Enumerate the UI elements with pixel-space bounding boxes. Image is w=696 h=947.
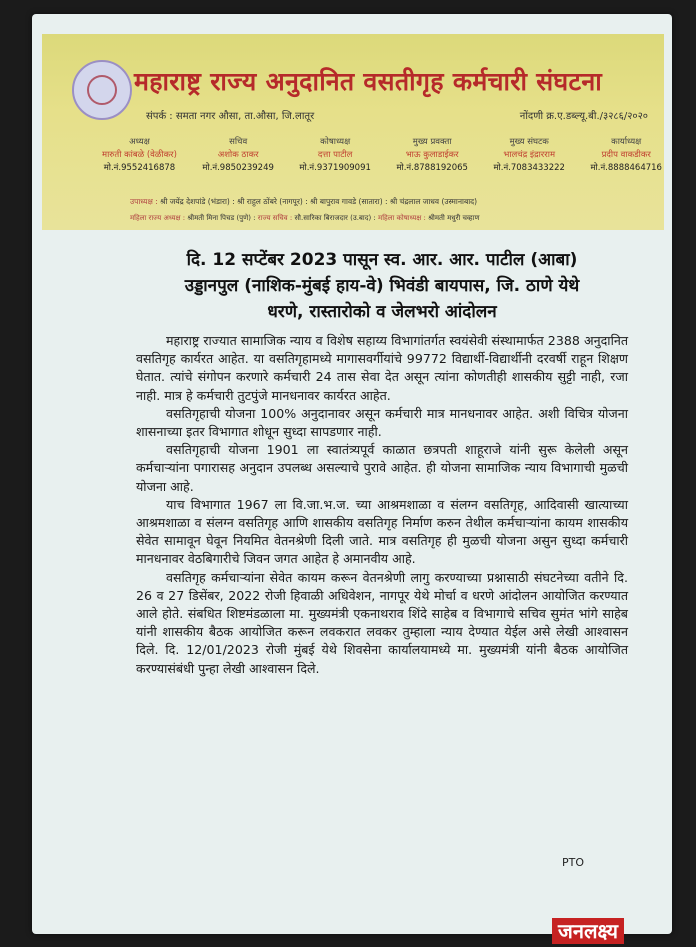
- officer: सचिव अशोक ठाकर मो.नं.9850239249: [202, 137, 274, 173]
- organization-logo: [72, 60, 132, 120]
- organization-name: महाराष्ट्र राज्य अनुदानित वसतीगृह कर्मचारी संघटना: [134, 67, 603, 96]
- paragraph: वसतिगृह कर्मचाऱ्यांना सेवेत कायम करून वेतनश्रेणी लागु करण्याच्या प्रश्नासाठी संघटनेच्या वतीने दि. 26 व 27 डिसेंबर, 2022 रोजी हिवाळी अधिवेशन, नागपूर येथे मोर्चा व धरणे आंदोलन आयोजित करण्यात आले होते. संबधित शिष्टमंडळाला मा. मुख्यमंत्री एकनाथराव शिंदे साहेब व विभागाचे सचिव सुमंत भांगे साहेब यांनी शासकीय बैठक आयोजित करून लवकरात लवकर तुम्हाला न्याय देण्यात येईल असे लेखी आश्वासन दिले. दि. 12/01/2023 रोजी मुंबई येथे शिवसेना कार्यालयामध्ये मा. मुख्यमंत्री यांनी बैठक आयोजित करण्यासंबंधी पुन्हा लेखी आश्वासन दिले.: [136, 569, 628, 676]
- officer: कार्याध्यक्ष प्रदीप वाकडीकर मो.नं.8888464716: [590, 137, 662, 173]
- publisher-watermark: जनलक्ष्य: [552, 918, 624, 944]
- vice-presidents-row: उपाध्यक्ष : श्री जयेंद्र देशपांडे (भंडारा) : श्री राहुल ठोंबरे (नागपूर) : श्री बापुराव गावडे (सातारा) : श्री चंद्रलाल जाधव (उस्मानाबाद): [130, 197, 478, 206]
- document-sheet: [32, 14, 672, 934]
- pto-note: PTO: [562, 856, 585, 869]
- organization-address: संपर्क : समता नगर औसा, ता.औसा, जि.लातूर: [146, 111, 315, 122]
- officers-list: [102, 136, 662, 188]
- women-wing-row: महिला राज्य अध्यक्ष : श्रीमती मिना पिचड (पुणे) : राज्य सचिव : सौ.सारिका बिराजदार (उ.बाद) : महिला कोषाध्यक्ष : श्रीमती मधुरी चव्हाण: [130, 214, 480, 222]
- paragraph: याच विभागात 1967 ला वि.जा.भ.ज. च्या आश्रमशाळा व संलग्न वसतिगृह, आदिवासी खात्याच्या आश्रमशाळा व संलग्न वसतिगृह आणि शासकीय वसतिगृह निर्माण करुन तेथील कर्मचाऱ्यांना कायम शासकीय सेवेत सामावून घेवून नियमित वेतनश्रेणी दिली जाते. मात्र वसतिगृह ही मुळची योजना असुन सुध्दा कर्मचारी मानधनावर वेठबिगारीचे जिवन जगत आहेत हे अमानवीय आहे.: [136, 496, 628, 567]
- officer: मुख्य प्रवक्ता भाऊ कुलाडाईकर मो.नं.8788192065: [396, 137, 468, 173]
- officer: कोषाध्यक्ष दत्ता पाटील मो.नं.9371909091: [299, 137, 371, 173]
- document-body: [136, 332, 628, 678]
- officer: मुख्य संघटक भालचंद्र इंद्रारराम मो.नं.7083433222: [493, 137, 565, 173]
- registration-number: नोंदणी क्र.ए.डब्ल्यू.बी./३२८६/२०२०: [519, 111, 648, 122]
- paragraph: महाराष्ट्र राज्यात सामाजिक न्याय व विशेष सहाय्य विभागांतर्गत स्वयंसेवी संस्थामार्फत 2388 अनुदानित वसतिगृह कार्यरत आहेत. या वसतिगृहामध्ये मागासवर्गीयांचे 99772 विद्यार्थी-विद्यार्थीनी दरवर्षी राहून शिक्षण घेतात. त्यांचे संगोपन करणारे कर्मचारी 24 तास सेवा देत असून त्यांना कोणतीही शासकीय सुट्टी नाही, रजा नाही. मात्र हे कर्मचारी तुटपुंजे मानधनावर कार्यरत आहेत.: [136, 333, 628, 403]
- document-title: दि. 12 सप्टेंबर 2023 पासून स्व. आर. आर. पाटील (आबा) उड्डानपुल (नाशिक-मुंबई हाय-वे) भिवंडी बायपास, जि. ठाणे येथे धरणे, रास्तारोको व जेलभरो आंदोलन: [184, 250, 580, 322]
- letterhead: [42, 34, 664, 230]
- paragraph: वसतिगृहाची योजना 1901 ला स्वातंत्र्यपूर्व काळात छत्रपती शाहूराजे यांनी सुरू केलेली असून कर्मचाऱ्यांना पगारासह अनुदान उपलब्ध असल्याचे पुरावे आहेत. ही योजना सामाजिक न्याय विभागाची मुळची योजना आहे.: [136, 442, 628, 494]
- officer: अध्यक्ष मारुती कांबळे (वेळीकर) मो.नं.9552416878: [102, 137, 177, 173]
- paragraph: वसतिगृहाची योजना 100% अनुदानावर असून कर्मचारी मात्र मानधनावर आहेत. अशी विचित्र योजना शासनाच्या इतर विभागात शोधून सुध्दा सापडणार नाही.: [136, 405, 628, 440]
